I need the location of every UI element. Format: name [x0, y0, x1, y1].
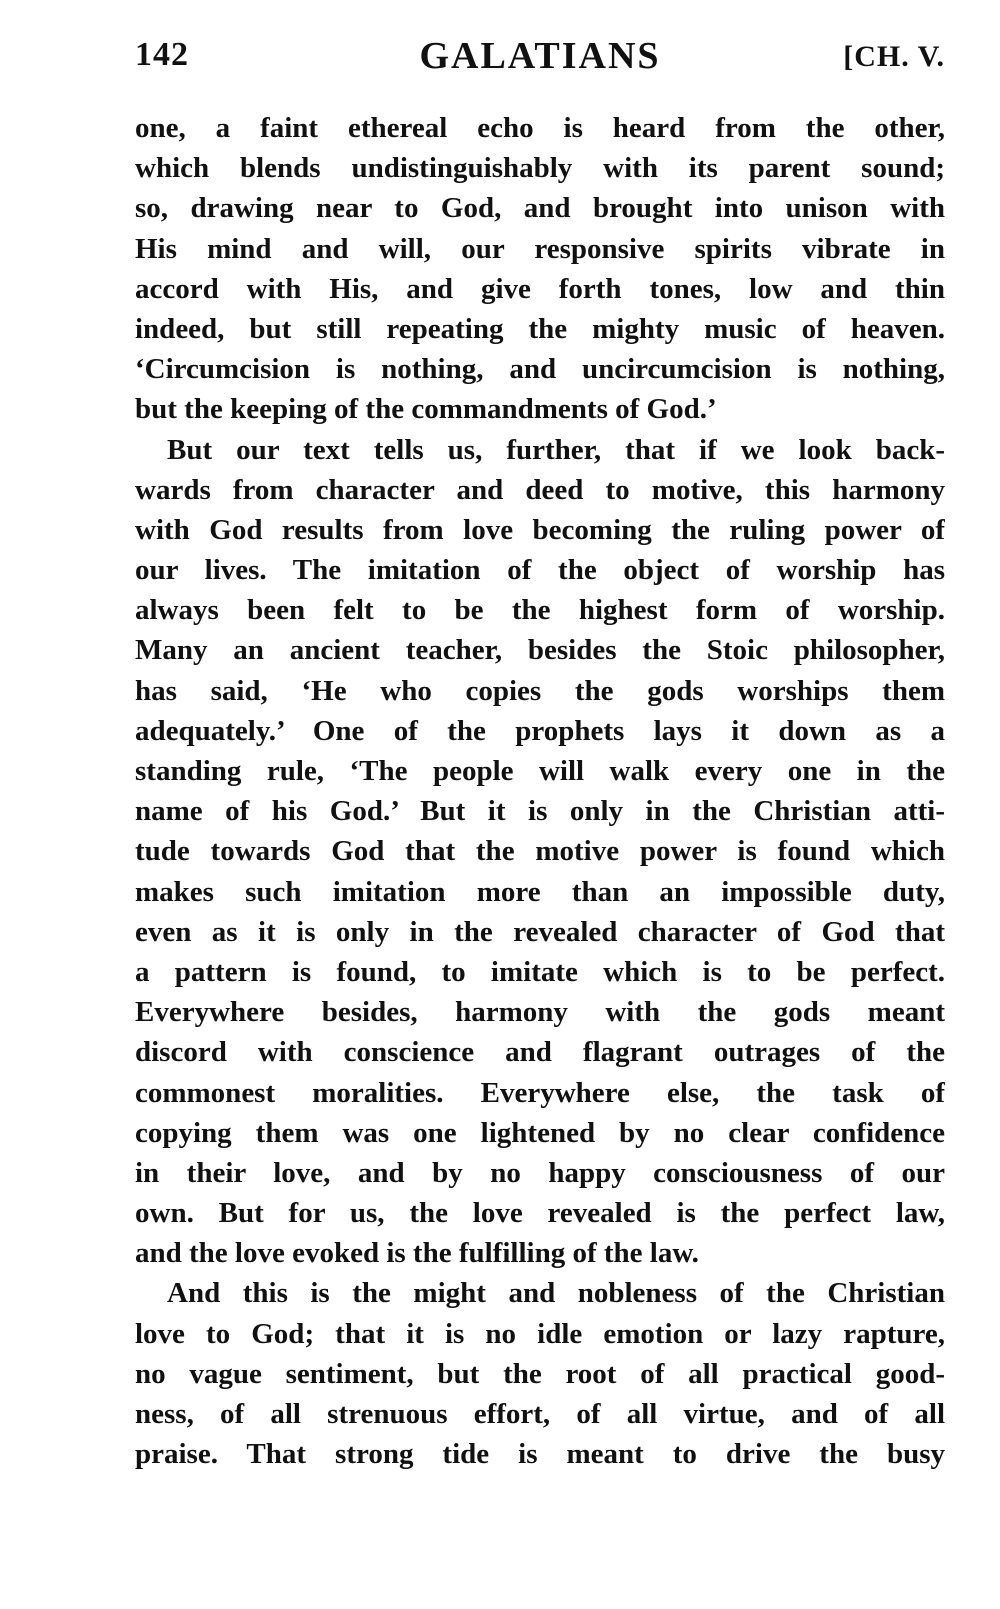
text-line: our lives. The imitation of the object of worship has: [135, 554, 945, 587]
page-number: 142: [135, 36, 189, 73]
text-line: tude towards God that the motive power is found which: [135, 835, 945, 868]
text-line: a pattern is found, to imitate which is to be perfect.: [135, 955, 945, 988]
text-line: standing rule, ‘The people will walk every one in the: [135, 755, 945, 787]
text-line: wards from character and deed to motive, this harmony: [135, 473, 945, 506]
text-line: accord with His, and give forth tones, low and thin: [135, 272, 945, 305]
chapter-reference: [CH. V.: [843, 40, 945, 73]
text-line: always been felt to be the highest form of worship.: [135, 594, 945, 627]
text-line: own. But for us, the love revealed is the perfect law,: [135, 1197, 945, 1230]
text-line: one, a faint ethereal echo is heard from the other,: [135, 112, 945, 144]
text-line: adequately.’ One of the prophets lays it down as a: [135, 714, 945, 747]
text-line: name of his God.’ But it is only in the Christian atti-: [135, 795, 945, 828]
book-page: [135, 30, 945, 1474]
text-line: but the keeping of the commandments of God.’: [135, 393, 717, 426]
text-line: which blends undistinguishably with its parent sound;: [135, 152, 945, 185]
text-line: Many an ancient teacher, besides the Stoic philosopher,: [135, 634, 945, 667]
text-line: praise. That strong tide is meant to drive the busy: [135, 1438, 945, 1471]
text-line: with God results from love becoming the ruling power of: [135, 513, 945, 546]
text-line: in their love, and by no happy consciousness of our: [135, 1156, 945, 1189]
text-line: and the love evoked is the fulfilling of the law.: [135, 1237, 699, 1270]
text-line: Everywhere besides, harmony with the gods meant: [135, 996, 945, 1029]
text-line: And this is the might and nobleness of the Christian: [167, 1277, 945, 1310]
text-line: even as it is only in the revealed character of God that: [135, 915, 945, 948]
text-line: ness, of all strenuous effort, of all virtue, and of all: [135, 1398, 945, 1430]
running-head: [135, 30, 945, 90]
text-line: ‘Circumcision is nothing, and uncircumcision is nothing,: [135, 353, 945, 386]
text-line: discord with conscience and flagrant outrages of the: [135, 1036, 945, 1069]
text-line: so, drawing near to God, and brought into unison with: [135, 192, 945, 225]
text-line: His mind and will, our responsive spirits vibrate in: [135, 232, 945, 265]
text-line: copying them was one lightened by no clear confidence: [135, 1116, 945, 1149]
body-text: [135, 108, 945, 1474]
book-title: GALATIANS: [419, 35, 661, 77]
text-line: indeed, but still repeating the mighty music of heaven.: [135, 312, 945, 345]
text-line: has said, ‘He who copies the gods worships them: [135, 674, 945, 707]
text-line: commonest moralities. Everywhere else, the task of: [135, 1076, 945, 1109]
text-line: But our text tells us, further, that if we look back-: [167, 433, 945, 466]
text-line: no vague sentiment, but the root of all practical good-: [135, 1357, 945, 1390]
text-line: makes such imitation more than an impossible duty,: [135, 875, 945, 908]
text-line: love to God; that it is no idle emotion or lazy rapture,: [135, 1317, 945, 1350]
